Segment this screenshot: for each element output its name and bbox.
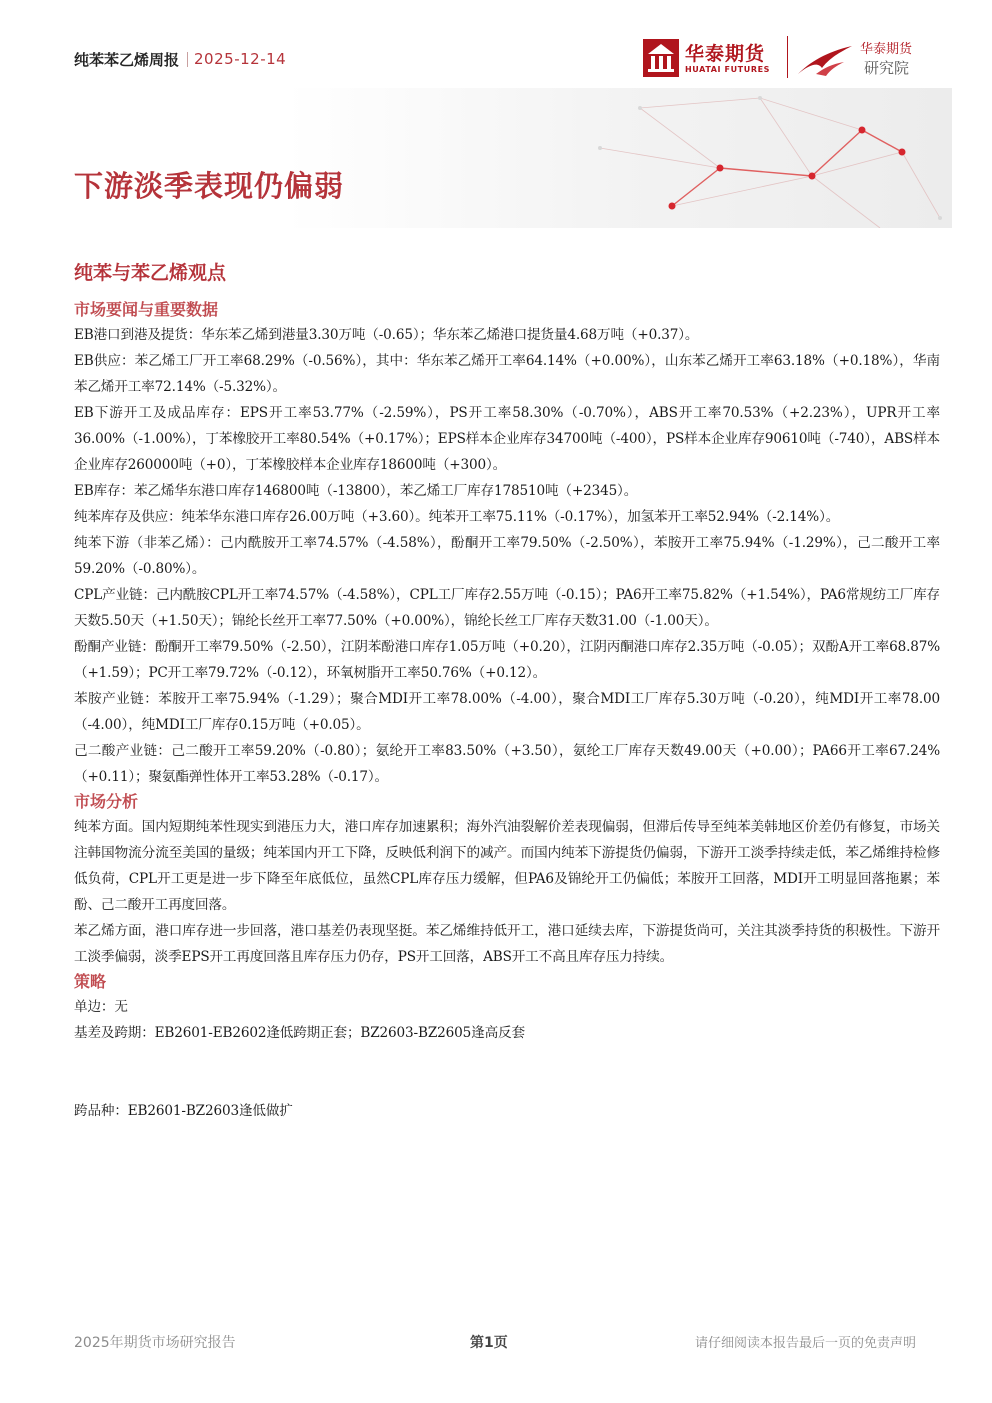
page-title: 下游淡季表现仍偏弱 xyxy=(74,169,345,203)
page-footer xyxy=(74,1332,916,1356)
brand-name-cn: 华泰期货 xyxy=(685,42,766,65)
news-item: EB港口到港及提货：华东苯乙烯到港量3.30万吨（-0.65）；华东苯乙烯港口提货量4.68万吨（+0.37）。 xyxy=(74,327,699,343)
news-item: CPL产业链：己内酰胺CPL开工率74.57%（-4.58%），CPL工厂库存2.55万吨（-0.15）；PA6开工率75.82%（+1.54%），PA6常规纺工厂库存天数5.50天（+1.50天）；锦纶长丝开工率77.50%（+0.00%），锦纶长丝工厂库存天数31.00（-1.00天）。 xyxy=(74,587,940,629)
huatai-logo-icon xyxy=(643,39,679,77)
research-line1: 华泰期货 xyxy=(860,42,913,57)
huatai-futures-logo xyxy=(643,36,783,80)
brand-name-en: HUATAI FUTURES xyxy=(685,64,771,74)
bird-logo-icon xyxy=(796,38,858,78)
strategy-single: 单边：无 xyxy=(74,999,128,1015)
news-item: 纯苯库存及供应：纯苯华东港口库存26.00万吨（+3.60）。纯苯开工率75.11%（-0.17%），加氢苯开工率52.94%（-2.14%）。 xyxy=(74,509,840,525)
network-graphic xyxy=(0,88,952,228)
disclaimer-note: 请仔细阅读本报告最后一页的免责声明 xyxy=(694,1336,916,1351)
news-item: EB库存：苯乙烯华东港口库存146800吨（-13800），苯乙烯工厂库存178510吨（+2345）。 xyxy=(74,483,638,499)
news-item: 己二酸产业链：己二酸开工率59.20%（-0.80）；氨纶开工率83.50%（+3.50），氨纶工厂库存天数49.00天（+0.00）；PA66开工率67.24%（+0.11）；聚氨酯弹性体开工率53.28%（-0.17）。 xyxy=(74,743,940,785)
analysis-paragraph: 纯苯方面。国内短期纯苯性现实到港压力大，港口库存加速累积；海外汽油裂解价差表现偏弱，但滞后传导至纯苯美韩地区价差仍有修复，市场关注韩国物流分流至美国的量级；纯苯国内开工下降，反映低利润下的减产。而国内纯苯下游提货仍偏弱，下游开工淡季持续走低，苯乙烯维持检修低负荷，CPL开工更是进一步下降至年底低位，虽然CPL库存压力缓解，但PA6及锦纶开工仍偏低；苯胺开工回落，MDI开工明显回落拖累；苯酚、己二酸开工再度回落。 xyxy=(74,819,940,913)
header-separator xyxy=(187,52,188,67)
strategy-cross: 跨品种：EB2601-BZ2603逢低做扩 xyxy=(74,1103,293,1119)
page-number: 第1页 xyxy=(470,1335,508,1351)
title-banner xyxy=(0,88,952,228)
news-item: 苯胺产业链：苯胺开工率75.94%（-1.29）；聚合MDI开工率78.00%（-4.00），聚合MDI工厂库存5.30万吨（-0.20），纯MDI开工率78.00（-4.00），纯MDI工厂库存0.15万吨（+0.05）。 xyxy=(74,691,940,733)
strategy-spread: 基差及跨期：EB2601-EB2602逢低跨期正套；BZ2603-BZ2605逢高反套 xyxy=(74,1025,525,1041)
news-subtitle: 市场要闻与重要数据 xyxy=(74,300,219,319)
research-institute-logo xyxy=(796,36,926,80)
news-item: EB下游开工及成品库存：EPS开工率53.77%（-2.59%），PS开工率58.30%（-0.70%），ABS开工率70.53%（+2.23%），UPR开工率36.00%（-1.00%），丁苯橡胶开工率80.54%（+0.17%）；EPS样本企业库存34700吨（-400），PS样本企业库存90610吨（-740），ABS样本企业库存260000吨（+0），丁苯橡胶样本企业库存18600吨（+300）。 xyxy=(74,405,940,473)
news-item: 纯苯下游（非苯乙烯）：己内酰胺开工率74.57%（-4.58%），酚酮开工率79.50%（-2.50%），苯胺开工率75.94%（-1.29%），己二酸开工率59.20%（-0.80%）。 xyxy=(74,535,940,577)
report-name: 纯苯苯乙烯周报 xyxy=(74,50,180,69)
news-item: EB供应：苯乙烯工厂开工率68.29%（-0.56%），其中：华东苯乙烯开工率64.14%（+0.00%），山东苯乙烯开工率63.18%（+0.18%），华南苯乙烯开工率72.14%（-5.32%）。 xyxy=(74,353,940,395)
logo-divider xyxy=(787,36,788,78)
analysis-paragraph: 苯乙烯方面，港口库存进一步回落，港口基差仍表现坚挺。苯乙烯维持低开工，港口延续去库，下游提货尚可，关注其淡季持货的积极性。下游开工淡季偏弱，淡季EPS开工再度回落且库存压力仍存，PS开工回落，ABS开工不高且库存压力持续。 xyxy=(74,923,940,965)
strategy-subtitle: 策略 xyxy=(74,972,107,991)
analysis-subtitle: 市场分析 xyxy=(74,792,139,811)
research-line2: 研究院 xyxy=(864,59,910,77)
report-date: 2025-12-14 xyxy=(194,50,287,68)
report-header xyxy=(74,46,286,72)
news-item: 酚酮产业链：酚酮开工率79.50%（-2.50），江阴苯酚港口库存1.05万吨（+0.20），江阴丙酮港口库存2.35万吨（-0.05）；双酚A开工率68.87%（+1.59）；PC开工率79.72%（-0.12），环氧树脂开工率50.76%（+0.12）。 xyxy=(74,639,940,681)
report-content xyxy=(74,298,940,1124)
footer-report-label: 2025年期货市场研究报告 xyxy=(74,1335,236,1351)
section-title: 纯苯与苯乙烯观点 xyxy=(74,262,227,284)
